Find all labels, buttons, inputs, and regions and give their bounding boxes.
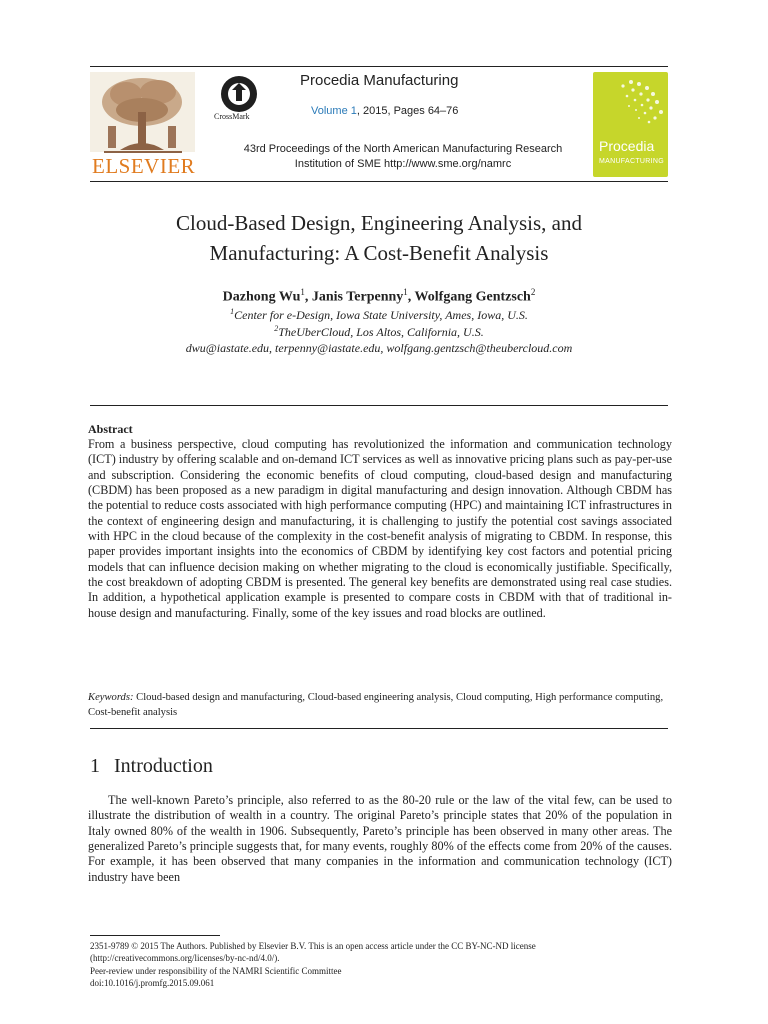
affiliation-1 bbox=[90, 307, 668, 323]
proceedings-line-2: Institution of SME http://www.sme.org/namrc bbox=[294, 158, 512, 170]
footer-peer-review: Peer-review under responsibility of the NAMRI Scientific Committee bbox=[90, 965, 342, 976]
author-name: Janis Terpenny bbox=[311, 289, 404, 305]
journal-cover bbox=[593, 72, 668, 177]
introduction-text: The well-known Pareto’s principle, also referred to as the 80-20 rule or the law of the vital few, can be used to illustrate the distribution of wealth in a country. The original Pareto’s principle states that 20% of the population in Italy owned 80% of the wealth in 1906. Subsequently, Pareto’s principle has been observed in many other areas. The generalized Pareto’s principle suggests that, for many events, roughly 80% of the effects come from 20% of the causes. For example, it has been observed that many companies in the information and communication technology (ICT) industry have been bbox=[88, 793, 672, 884]
author-affiliation-mark: 1 bbox=[403, 287, 408, 297]
affiliation-2 bbox=[90, 324, 668, 340]
footer-rule bbox=[90, 935, 220, 936]
footer bbox=[90, 940, 680, 990]
cover-subtitle: MANUFACTURING bbox=[599, 158, 664, 165]
author-affiliation-mark: 2 bbox=[530, 287, 536, 297]
keywords-text: Cloud-based design and manufacturing, Cloud-based engineering analysis, Cloud computing, High performance computing, Cost-benefit analysis bbox=[88, 692, 664, 718]
abstract-bottom-rule bbox=[90, 728, 668, 729]
affiliation-2-text: TheUberCloud, Los Altos, California, U.S. bbox=[278, 325, 484, 339]
author-emails[interactable]: dwu@iastate.edu, terpenny@iastate.edu, wolfgang.gentzsch@theubercloud.com bbox=[185, 341, 573, 355]
section-number: 1 bbox=[90, 755, 100, 777]
footer-doi[interactable]: doi:10.1016/j.promfg.2015.09.061 bbox=[90, 978, 215, 989]
abstract-top-rule bbox=[90, 405, 668, 406]
elsevier-wordmark: ELSEVIER bbox=[92, 154, 196, 178]
author-list bbox=[90, 287, 668, 306]
abstract-heading: Abstract bbox=[88, 422, 133, 436]
footer-license-line: 2351-9789 © 2015 The Authors. Published by Elsevier B.V. This is an open access article under the CC BY-NC-ND license bbox=[90, 941, 536, 951]
volume-pages: , 2015, Pages 64–76 bbox=[356, 105, 459, 117]
header-bottom-rule bbox=[90, 181, 668, 182]
paper-title-line-2: Manufacturing: A Cost-Benefit Analysis bbox=[209, 241, 549, 265]
crossmark-label: CrossMark bbox=[214, 112, 250, 121]
section-title: Introduction bbox=[114, 755, 213, 777]
author-name: Wolfgang Gentzsch bbox=[414, 289, 531, 305]
affiliation-1-text: Center for e-Design, Iowa State University, Ames, Iowa, U.S. bbox=[234, 308, 528, 322]
author-name: Dazhong Wu bbox=[222, 289, 301, 305]
section-heading-introduction bbox=[90, 755, 213, 778]
abstract-text: From a business perspective, cloud computing has revolutionized the information and communication technology (ICT) industry by offering scalable and on-demand ICT services as well as innovative pricing plans such as pay-per-use and subscription. Considering the economic benefits of cloud computing, cloud-based design and manufacturing (CBDM) has been proposed as a new paradigm in digital manufacturing and design innovation. Although CBDM has the potential to reduce costs associated with high performance computing (HPC) and maintaining ICT infrastructures in the context of engineering design and manufacturing, it is challenging to justify the potential cost savings associated with HPC in the cloud because of the complexity in the cost-benefit analysis of migrating to CBDM. In response, this paper provides important insights into the economics of CBDM by identifying key cost factors and potential pricing models that can influence decision making on whether migrating to the cloud is economically justifiable. Specifically, the cost breakdown of adopting CBDM is presented. The general key benefits are demonstrated using real case studies. In addition, a hypothetical application example is presented to compare costs in CBDM with that of traditional in-house design and manufacturing. Finally, some of the key issues and road blocks are outlined. bbox=[88, 437, 672, 620]
affiliation-2-mark: 2 bbox=[274, 324, 279, 333]
footer-license-url[interactable]: (http://creativecommons.org/licenses/by-nc-nd/4.0/). bbox=[90, 953, 280, 964]
author-affiliation-mark: 1 bbox=[300, 287, 305, 297]
volume-line bbox=[311, 105, 458, 117]
cover-title: Procedia bbox=[599, 138, 655, 154]
volume-link[interactable]: Volume 1 bbox=[311, 105, 357, 117]
cover-dots-graphic bbox=[593, 72, 668, 142]
paper-title-line-1: Cloud-Based Design, Engineering Analysis, and bbox=[176, 211, 582, 235]
proceedings-line-1: 43rd Proceedings of the North American Manufacturing Research bbox=[243, 143, 563, 155]
keywords-label: Keywords: bbox=[88, 692, 134, 703]
affiliation-1-mark: 1 bbox=[230, 307, 235, 316]
header-top-rule bbox=[90, 66, 668, 67]
author-separator: , bbox=[407, 289, 415, 305]
keywords bbox=[88, 690, 672, 720]
journal-name: Procedia Manufacturing bbox=[300, 72, 459, 89]
author-separator: , bbox=[304, 289, 312, 305]
